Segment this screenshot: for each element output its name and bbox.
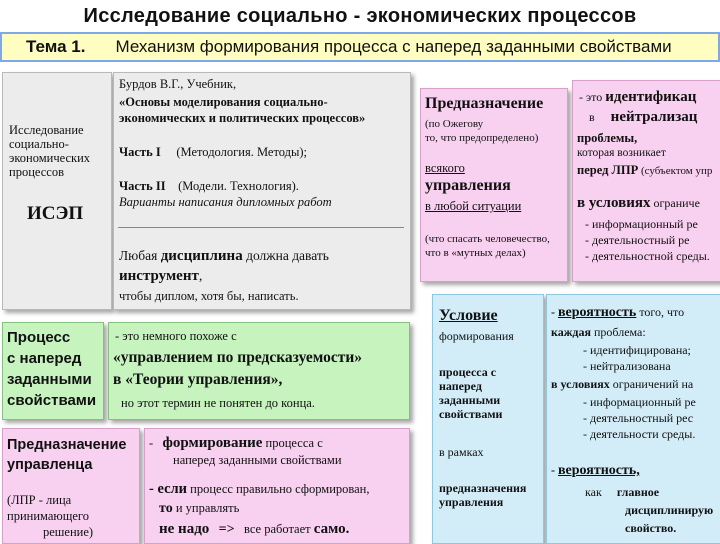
prob-how: как (585, 485, 602, 499)
book-discipline (119, 248, 329, 265)
prob-resource-1: - информационный ре (583, 395, 696, 409)
prob-line-p2 (551, 463, 640, 479)
page-title: Исследование социально - экономических процессов (0, 0, 720, 32)
purpose-note-1: (что спасать человечество, (425, 233, 550, 245)
prob2-pre: - (551, 463, 558, 477)
formation-line-3 (149, 481, 369, 498)
part-1-label: Часть I (119, 145, 161, 159)
identify-before-post: (субъектом упр (638, 165, 713, 177)
formation-itself: само. (313, 521, 350, 537)
green-text-panel (108, 322, 410, 420)
topic-text: Механизм формирования процесса с наперед заданными свойствами (115, 37, 672, 56)
purpose-panel (420, 88, 568, 282)
book-title-1: «Основы моделирования социально- (119, 95, 328, 109)
pm-heading-1: Предназначение (7, 437, 127, 453)
purpose-any: всякого (425, 161, 465, 175)
isep-caption-1: Исследование (9, 123, 84, 137)
prob-pre: - (551, 305, 558, 319)
identify-line-2 (579, 109, 697, 126)
formation-panel (144, 428, 410, 544)
part-2-label: Часть II (119, 179, 166, 193)
condition-panel (432, 294, 544, 544)
prob-neutralized: - нейтрализована (583, 359, 671, 373)
purpose-ozh-2: то, что предопределено) (425, 132, 539, 144)
prob-word: вероятность (558, 305, 637, 320)
process-line-2: с наперед (7, 350, 82, 367)
topic-banner (0, 32, 720, 62)
condition-p-1: процесса с (439, 365, 497, 379)
prob-resource-2: - деятельностный рес (583, 411, 694, 425)
process-line-1: Процесс (7, 329, 71, 346)
formation-word: формирование (162, 435, 263, 451)
identify-panel (572, 80, 720, 282)
identify-conditions (577, 195, 700, 212)
identify-resource-1: - информационный ре (585, 217, 698, 231)
pm-line-3: решение) (43, 525, 94, 539)
instr-word: инструмент (119, 268, 199, 284)
formation-line-4 (159, 501, 239, 517)
formation-line-1 (149, 435, 323, 452)
book-divider (118, 227, 404, 228)
prob-each: каждая (551, 325, 591, 339)
prob-line-2 (551, 325, 646, 340)
identify-resource-2: - деятельностный ре (585, 233, 690, 247)
purpose-heading: Предназначение (425, 95, 544, 112)
book-title-2: экономических и политических процессов» (119, 111, 366, 125)
prob-cond-post: ограничений на (609, 377, 694, 391)
purpose-mgmt: управления (425, 177, 511, 194)
formation-line-5 (159, 521, 349, 538)
isep-caption-2: социально- (9, 137, 69, 151)
prob-conditions (551, 377, 693, 392)
disc-post: должна давать (242, 248, 329, 263)
condition-pm-1: предназначения (439, 481, 527, 495)
instr-post: , (198, 269, 203, 284)
prob-disciplining: дисциплинирую (625, 503, 714, 517)
process-line-4: свойствами (7, 392, 97, 409)
identify-cond-post: ограниче (650, 196, 700, 210)
disc-pre: Любая (119, 248, 161, 263)
identify-before-pre: перед ЛПР (577, 163, 639, 177)
book-diploma: чтобы диплом, хотя бы, написать. (119, 289, 299, 303)
identify-resource-3: - деятельностной среды. (585, 249, 710, 263)
book-author: Бурдов В.Г., Учебник, (119, 77, 237, 91)
formation-if: - если (149, 481, 187, 497)
prob-property: свойство. (625, 521, 677, 535)
formation-l3-post: процесс правильно сформирован, (187, 482, 370, 496)
part-1-text: (Методология. Методы); (176, 145, 308, 159)
pm-line-2: принимающего (7, 509, 89, 523)
green-line-3: в «Теории управления», (113, 371, 283, 388)
isep-abbr: ИСЭП (27, 203, 84, 224)
process-line-3: заданными (7, 371, 92, 388)
formation-l1-post: процесса с (262, 436, 323, 450)
identify-pre: - это (579, 90, 606, 104)
condition-pm-2: управления (439, 495, 504, 509)
formation-l4-post: и управлять (172, 501, 240, 515)
formation-then: то (159, 501, 173, 516)
formation-l5-post: все работает (244, 522, 314, 536)
prob-resource-3: - деятельности среды. (583, 427, 696, 441)
disc-word: дисциплина (160, 248, 243, 264)
condition-line-1: формирования (439, 329, 514, 343)
topic-number: Тема 1. (26, 37, 86, 56)
identify-word-1: идентификац (605, 89, 697, 105)
purpose-note-2: что в «мутных делах) (425, 247, 526, 259)
identify-problems: проблемы, (577, 131, 638, 145)
book-instrument (119, 268, 202, 285)
identify-line-1 (579, 89, 696, 106)
arrow-icon: => (218, 522, 235, 537)
prob-each-post: проблема: (591, 325, 646, 339)
identify-arising: которая возникает (577, 147, 666, 159)
formation-dash: - (149, 436, 154, 450)
green-line-2: «управлением по предсказуемости» (113, 349, 362, 366)
prob-line-1 (551, 305, 684, 321)
prob-cond-pre: в условиях (551, 377, 610, 391)
identify-pre-2: в (589, 110, 595, 124)
isep-panel (2, 72, 112, 310)
purpose-ozh-1: (по Ожегову (425, 118, 484, 130)
isep-caption-4: процессов (9, 165, 64, 179)
prob-identified: - идентифицирована; (583, 343, 691, 357)
prob2-word: вероятность, (558, 463, 640, 478)
green-line-4: но этот термин не понятен до конца. (121, 396, 315, 410)
identify-cond-pre: в условиях (577, 195, 651, 211)
probability-panel (546, 294, 720, 544)
book-part-2 (119, 179, 299, 194)
part-2-text: (Модели. Технология). (178, 179, 299, 193)
book-variants: Варианты написания дипломных работ (119, 195, 332, 209)
formation-not-needed: не надо (159, 521, 210, 537)
condition-heading: Условие (439, 307, 498, 324)
identify-word-2: нейтрализац (610, 109, 698, 125)
identify-before (577, 163, 712, 178)
condition-frame: в рамках (439, 445, 484, 459)
prob-how-main (585, 485, 659, 500)
condition-p-3: заданными (439, 393, 501, 407)
book-panel (113, 72, 411, 310)
purpose-any-situation: в любой ситуации (425, 199, 522, 213)
prob-post: того, что (636, 305, 685, 319)
purpose-manager-panel (2, 428, 140, 544)
pm-line-1: (ЛПР - лица (7, 493, 72, 507)
formation-line-2: наперед заданными свойствами (173, 453, 342, 467)
isep-caption-3: экономических (9, 151, 91, 165)
process-panel (2, 322, 104, 420)
book-part-1 (119, 145, 307, 160)
condition-p-2: наперед (439, 379, 482, 393)
green-line-1: - это немного похоже с (115, 329, 237, 343)
pm-heading-2: управленца (7, 457, 93, 473)
prob-main: главное (616, 485, 660, 499)
condition-p-4: свойствами (439, 407, 503, 421)
